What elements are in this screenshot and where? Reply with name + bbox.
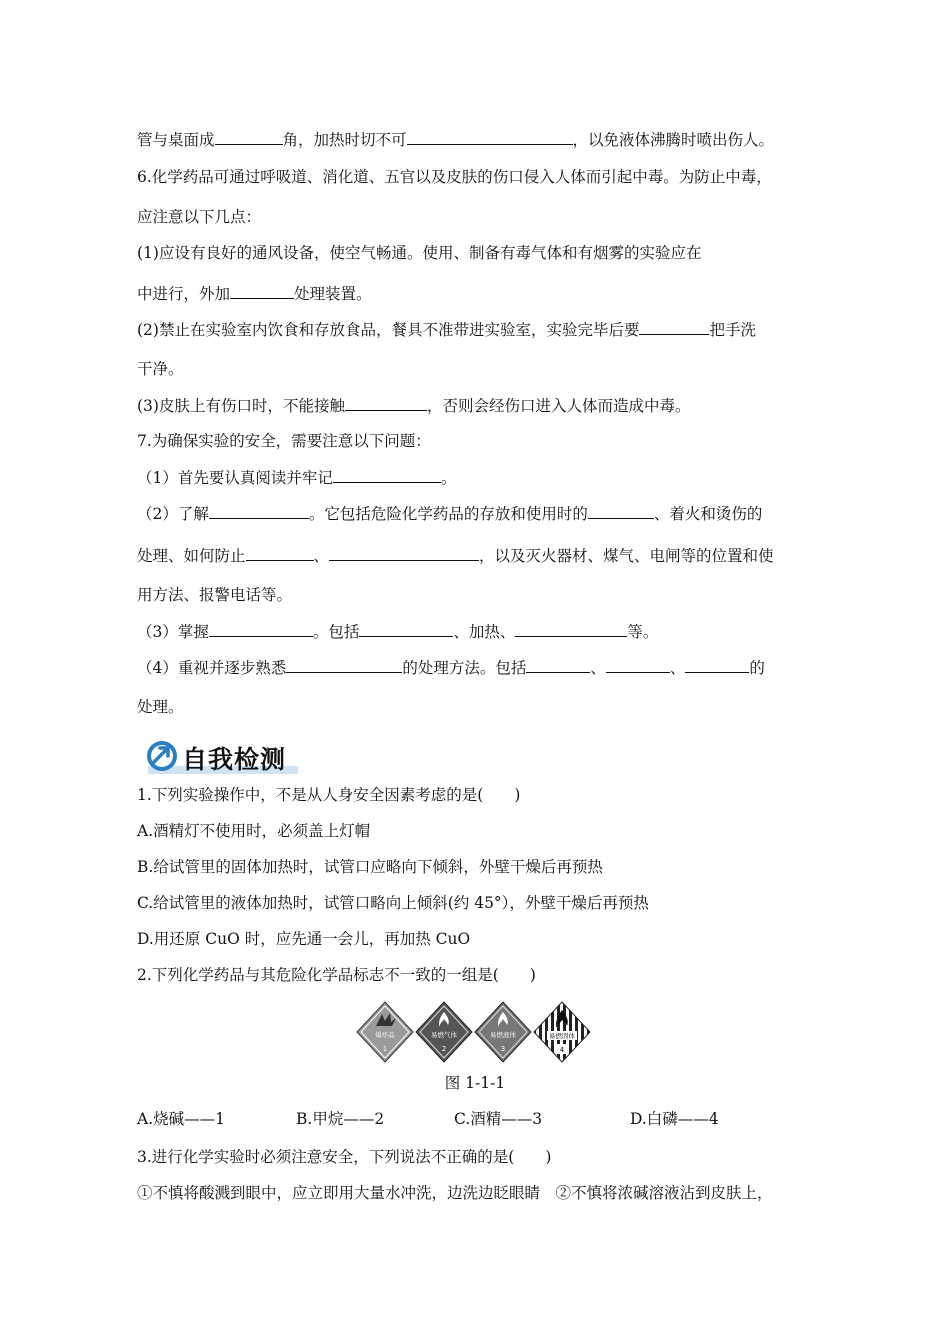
sq2-option-d[interactable]: D.白磷——4 — [630, 1110, 719, 1128]
sq1-option-b[interactable]: B.给试管里的固体加热时，试管口应略向下倾斜，外壁干燥后再预热 — [137, 858, 603, 876]
text-line-tube-angle: 管与桌面成 角，加热时切不可 ，以免液体沸腾时喷出伤人。 — [137, 128, 825, 151]
q7-point3: （3）掌握 。包括 、加热、 等。 — [137, 620, 825, 643]
flammable-solid-sign-icon — [534, 1002, 590, 1062]
sign-label: 爆炸品 — [375, 1031, 395, 1039]
section-title: 自我检测 — [182, 745, 287, 774]
sq1-option-a[interactable]: A.酒精灯不使用时，必须盖上灯帽 — [137, 822, 371, 840]
q6-stem-line2: 应注意以下几点： — [137, 208, 262, 226]
answer-blank[interactable] — [230, 282, 294, 299]
sq1-option-d[interactable]: D.用还原 CuO 时，应先通一会儿，再加热 CuO — [137, 930, 471, 948]
answer-blank[interactable] — [515, 620, 627, 637]
hazard-signs-figure — [356, 1000, 594, 1064]
q6-point2-line1: (2)禁止在实验室内饮食和存放食品，餐具不准带进实验室，实验完毕后要 把手洗 — [137, 318, 825, 341]
flammable-liquid-sign-icon — [475, 1002, 531, 1062]
answer-blank[interactable] — [215, 128, 283, 145]
sign-number: 2 — [441, 1045, 447, 1053]
q7-point2-line1: （2）了解 。它包括危险化学药品的存放和使用时的 、着火和烫伤的 — [137, 502, 825, 525]
sq3-line1: ①不慎将酸溅到眼中，应立即用大量水冲洗，边洗边眨眼睛 ②不慎将浓碱溶液沾到皮肤上， — [137, 1184, 773, 1202]
q6-point1-line2: 中进行，外加 处理装置。 — [137, 282, 825, 305]
q7-stem: 7.为确保实验的安全，需要注意以下问题： — [137, 432, 431, 450]
answer-blank[interactable] — [588, 502, 654, 519]
sq1-stem: 1.下列实验操作中，不是从人身安全因素考虑的是( ) — [137, 786, 521, 804]
answer-blank[interactable] — [333, 466, 441, 483]
answer-blank[interactable] — [209, 502, 309, 519]
sq2-stem: 2.下列化学药品与其危险化学品标志不一致的一组是( ) — [137, 966, 536, 984]
answer-blank[interactable] — [685, 656, 749, 673]
flammable-gas-sign-icon — [416, 1002, 472, 1062]
sq2-option-c[interactable]: C.酒精——3 — [454, 1110, 543, 1128]
sign-number: 1 — [382, 1045, 388, 1053]
q6-point3: (3)皮肤上有伤口时，不能接触 ，否则会经伤口进入人体而造成中毒。 — [137, 394, 825, 417]
section-header-self-test — [140, 736, 300, 778]
sign-label: 易燃固体 — [549, 1032, 575, 1040]
sq2-option-b[interactable]: B.甲烷——2 — [296, 1110, 385, 1128]
q7-point4-line2: 处理。 — [137, 698, 184, 716]
q6-point1-line1: (1)应设有良好的通风设备，使空气畅通。使用、制备有毒气体和有烟雾的实验应在 — [137, 244, 702, 262]
q7-point2-line2: 处理、如何防止 、 ，以及灭火器材、煤气、电闸等的位置和使 — [137, 544, 825, 567]
answer-blank[interactable] — [345, 394, 427, 411]
q6-point2-line2: 干净。 — [137, 360, 184, 378]
sq1-option-c[interactable]: C.给试管里的液体加热时，试管口略向上倾斜(约 45°），外壁干燥后再预热 — [137, 894, 649, 912]
answer-blank[interactable] — [639, 318, 709, 335]
sign-label: 易燃气体 — [431, 1031, 457, 1039]
sign-number: 4 — [559, 1046, 565, 1054]
answer-blank[interactable] — [286, 656, 402, 673]
answer-blank[interactable] — [329, 544, 479, 561]
figure-caption: 图 1-1-1 — [444, 1074, 506, 1092]
answer-blank[interactable] — [246, 544, 314, 561]
sign-number: 3 — [500, 1045, 506, 1053]
answer-blank[interactable] — [209, 620, 313, 637]
answer-blank[interactable] — [606, 656, 670, 673]
sq3-stem: 3.进行化学实验时必须注意安全，下列说法不正确的是( ) — [137, 1148, 552, 1166]
q7-point4-line1: （4）重视并逐步熟悉 的处理方法。包括 、 、 的 — [137, 656, 825, 679]
q7-point1: （1）首先要认真阅读并牢记 。 — [137, 466, 825, 489]
answer-blank[interactable] — [359, 620, 453, 637]
answer-blank[interactable] — [526, 656, 590, 673]
explosive-sign-icon — [357, 1002, 413, 1062]
sq2-option-a[interactable]: A.烧碱——1 — [137, 1110, 225, 1128]
q7-point2-line3: 用方法、报警电话等。 — [137, 586, 293, 604]
sign-label: 易燃液体 — [490, 1031, 516, 1039]
q6-stem-line1: 6.化学药品可通过呼吸道、消化道、五官以及皮肤的伤口侵入人体而引起中毒。为防止中毒， — [137, 168, 772, 186]
answer-blank[interactable] — [407, 128, 573, 145]
